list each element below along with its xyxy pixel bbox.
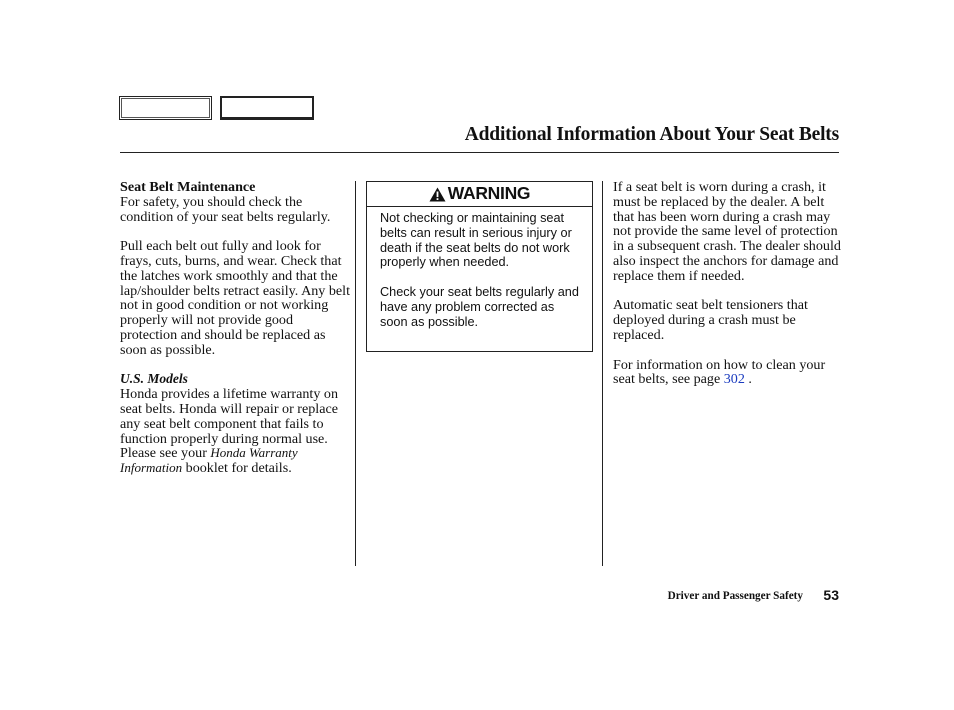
warranty-text: Honda provides a lifetime warranty on seat belts. Honda will repair or replace any seat belt component that fails to function properly during normal use. Please see your	[120, 386, 338, 462]
tensioner-paragraph: Automatic seat belt tensioners that deployed during a crash must be replaced.	[613, 297, 808, 343]
warranty-section	[120, 372, 350, 476]
nav-button-next[interactable]	[220, 96, 314, 120]
warning-box	[366, 181, 593, 352]
us-models-heading: U.S. Models	[120, 371, 188, 387]
right-column	[613, 180, 845, 402]
warning-paragraph-2: Check your seat belts regularly and have any problem corrected as soon as possible.	[380, 284, 579, 329]
warranty-text-end: booklet for details.	[182, 460, 292, 477]
nav-button-previous[interactable]	[119, 96, 212, 120]
warning-label: WARNING	[447, 183, 531, 204]
warranty-booklet-name: Honda Warranty Information	[120, 445, 298, 476]
page-number: 53	[823, 587, 839, 603]
warning-triangle-icon	[429, 187, 446, 202]
maintenance-paragraph-1: For safety, you should check the condition of your seat belts regularly.	[120, 193, 331, 225]
cleaning-text: For information on how to clean your seat belts, see page	[613, 356, 826, 388]
replacement-paragraph: If a seat belt is worn during a crash, it must be replaced by the dealer. A belt that has been worn during a crash may not provide the same level of protection in a subsequent crash. The dealer should also inspect the anchors for damage and replace them if needed.	[613, 179, 841, 284]
column-divider-left	[355, 181, 356, 566]
left-column	[120, 180, 350, 491]
maintenance-section	[120, 180, 350, 224]
title-rule	[120, 152, 839, 153]
cleaning-paragraph	[613, 358, 845, 388]
footer-section-title: Driver and Passenger Safety	[667, 590, 803, 602]
maintenance-heading: Seat Belt Maintenance	[120, 179, 256, 195]
page-302-link[interactable]: 302	[723, 371, 745, 388]
maintenance-paragraph-2: Pull each belt out fully and look for frays, cuts, burns, and wear. Check that the latches work smoothly and that the lap/shoulder belts retract easily. Any belt not in good condition or not working properly will not provide good protection and should be replaced as soon as possible.	[120, 238, 350, 358]
column-divider-right	[602, 181, 603, 566]
cleaning-text-end: .	[744, 371, 752, 388]
warning-paragraph-1: Not checking or maintaining seat belts can result in serious injury or death if the seat belts do not work properly when needed.	[380, 211, 572, 270]
warning-body	[367, 207, 592, 329]
warning-header	[367, 182, 592, 207]
page-title: Additional Information About Your Seat Belts	[464, 124, 839, 145]
